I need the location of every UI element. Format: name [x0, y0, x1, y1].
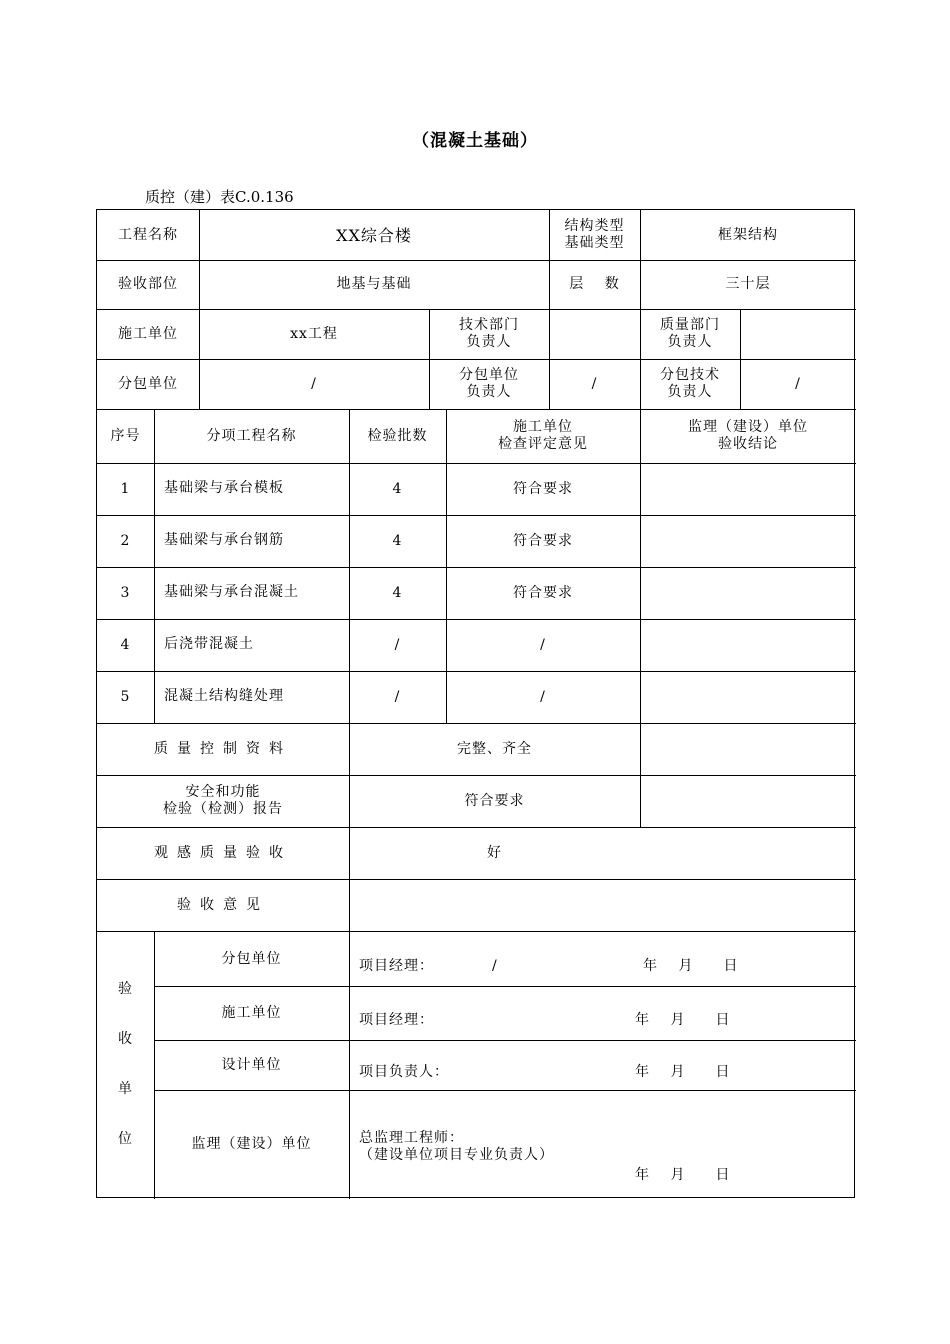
acceptance-opinion-value [349, 879, 856, 931]
row-conclusion [640, 619, 856, 671]
construction-unit-value: xx工程 [290, 325, 338, 342]
sign-construction-unit-label: 施工单位 [221, 1004, 282, 1021]
row-name: 基础梁与承台模板 [164, 480, 284, 496]
row-count: / [394, 636, 401, 653]
row-opinion: / [540, 636, 546, 653]
row-conclusion [640, 463, 856, 515]
row-line [97, 931, 856, 932]
appearance-value: 好 [487, 844, 502, 861]
acceptance-form [96, 209, 855, 1198]
form-code: 质控（建）表C.0.136 [145, 188, 294, 206]
quality-data-value: 完整、齐全 [457, 740, 532, 757]
sign-design-unit-label: 设计单位 [221, 1056, 282, 1073]
quality-data-label: 质量控制资料 [154, 740, 292, 757]
row-count: / [394, 688, 401, 705]
sign-supervision-unit-date: 年 月 日 [635, 1167, 731, 1183]
sign-construction-unit-role: 项目经理： [359, 1012, 434, 1028]
floors-value: 三十层 [725, 276, 771, 292]
col-header-count: 检验批数 [367, 427, 428, 444]
quality-dept-value [740, 309, 856, 359]
row-conclusion [640, 515, 856, 567]
sign-sub-unit-role: 项目经理： [359, 958, 434, 974]
sub-tech-head-label: 分包技术 负责人 [660, 367, 720, 400]
acceptance-opinion-label: 验收意见 [177, 896, 269, 913]
row-opinion: 符合要求 [513, 480, 573, 497]
row-name: 后浇带混凝土 [164, 636, 254, 652]
tech-dept-value [549, 309, 640, 359]
col-header-name: 分项工程名称 [206, 427, 297, 444]
row-count: 4 [392, 480, 403, 497]
sign-group-char: 位 [118, 1130, 133, 1147]
sign-design-unit-role: 项目负责人： [359, 1064, 449, 1080]
acceptance-part-label: 验收部位 [118, 276, 178, 292]
row-no: 4 [120, 636, 131, 653]
row-no: 3 [120, 584, 131, 601]
row-no: 2 [120, 532, 131, 549]
row-count: 4 [392, 584, 403, 601]
sign-supervision-unit-role: 总监理工程师： （建设单位项目专业负责人） [359, 1130, 554, 1163]
col-header-no: 序号 [110, 427, 141, 444]
acceptance-part-value: 地基与基础 [336, 276, 412, 292]
sign-sub-unit-date: 年 月 日 [643, 958, 739, 974]
quality-dept-label: 质量部门 负责人 [660, 317, 720, 350]
appearance-label: 观感质量验收 [154, 844, 292, 861]
sub-unit-head-value: / [591, 375, 598, 392]
row-count: 4 [392, 532, 403, 549]
row-opinion: 符合要求 [513, 532, 573, 549]
row-name: 基础梁与承台混凝土 [164, 584, 299, 600]
sign-group-char: 单 [118, 1080, 133, 1097]
structure-type-value: 框架结构 [718, 226, 778, 243]
row-line [154, 1040, 856, 1041]
project-name-label: 工程名称 [118, 226, 178, 243]
row-name: 混凝土结构缝处理 [164, 688, 284, 704]
structure-type-label: 结构类型 基础类型 [564, 218, 625, 251]
sign-sub-unit-label: 分包单位 [221, 950, 282, 967]
sub-tech-head-value: / [795, 375, 801, 392]
row-opinion: 符合要求 [513, 584, 573, 601]
sub-unit-value: / [311, 375, 317, 392]
col-header-opinion: 施工单位 检查评定意见 [498, 419, 588, 452]
doc-title: （混凝土基础） [412, 131, 538, 151]
row-opinion: / [540, 688, 546, 705]
col-header-conclusion: 监理（建设）单位 验收结论 [688, 419, 808, 452]
sign-group-char: 验 [118, 980, 133, 997]
sub-unit-label: 分包单位 [118, 375, 178, 392]
row-no: 1 [120, 480, 131, 497]
sign-design-unit-date: 年 月 日 [635, 1064, 731, 1080]
project-name-value: XX综合楼 [336, 225, 412, 245]
safety-report-label: 安全和功能 检验（检测）报告 [163, 784, 283, 817]
row-no: 5 [120, 688, 131, 705]
sign-sub-unit-value: / [492, 958, 498, 974]
safety-report-value: 符合要求 [464, 792, 525, 809]
sign-construction-unit-date: 年 月 日 [635, 1012, 731, 1028]
sign-group-char: 收 [118, 1030, 133, 1047]
sub-unit-head-label: 分包单位 负责人 [459, 367, 519, 400]
row-conclusion [640, 567, 856, 619]
row-conclusion [640, 671, 856, 723]
tech-dept-label: 技术部门 负责人 [459, 317, 519, 350]
row-line [154, 986, 856, 987]
floors-label: 层 数 [569, 276, 620, 292]
construction-unit-label: 施工单位 [118, 325, 178, 342]
sign-supervision-unit-label: 监理（建设）单位 [191, 1136, 312, 1152]
row-name: 基础梁与承台钢筋 [164, 532, 284, 548]
